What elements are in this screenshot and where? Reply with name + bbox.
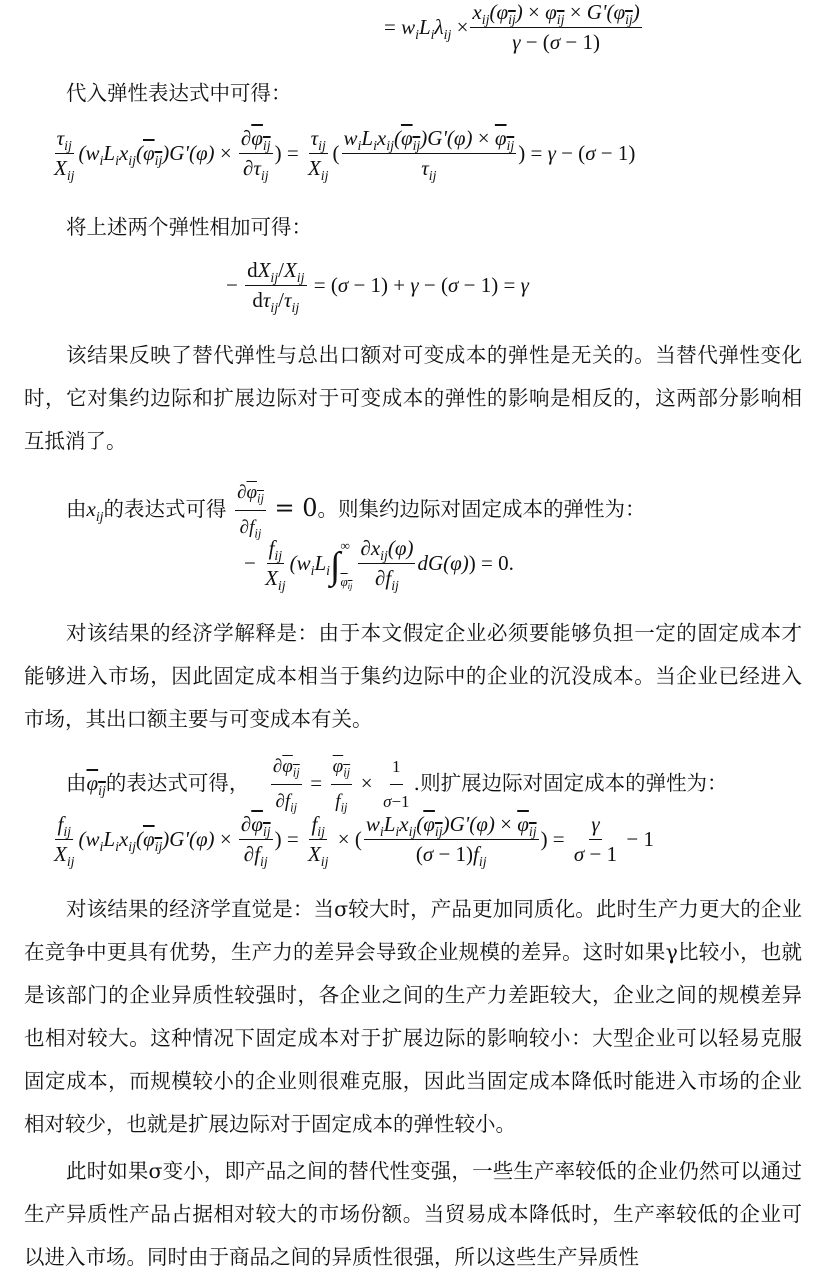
paragraph-8: 此时如果σ变小，即产品之间的替代性变强，一些生产率较低的企业仍然可以通过生产异质性产品占据相对较大的市场份额。当贸易成本降低时，生产率较低的企业可以进入市场。同时由于商品之间的异质性很强，所以这些生产异质性 bbox=[24, 1159, 802, 1269]
paragraph-3: 该结果反映了替代弹性与总出口额对可变成本的弹性是无关的。当替代弹性变化时，它对集约边际和扩展边际对于可变成本的弹性的影响是相反的，这两部分影响相互抵消了。 bbox=[24, 343, 802, 453]
equation-sum-elasticity: − $\frac{dX_{ij}/X_{ij}}{d\tau_{ij}/\tau_{ij}}$ = ( σ − 1) + γ − ( σ − 1) = γ bbox=[226, 258, 529, 315]
paragraph-6: 由$\varphi_{ij}$的表达式可得， $\frac{\partial\varphi_{ij}}{\partial f_{ij}}$ = $\frac{\varphi_{ij}}{f_{ij}}$ × $\frac{1}{\sigma-1}$ .则扩展边际对固定成本的弹性为： bbox=[66, 752, 728, 817]
p6-prefix: 由 bbox=[66, 771, 87, 795]
equation-variable-cost-elasticity: $\frac{\tau_{ij}}{X_{ij}}$ ($w_iL_ix_{ij}(\varphi_{ij})G'(\varphi)$ × $\frac{\partial\varphi_{ij}}{\partial\tau_{ij}}$ ) = $\frac{\tau_{ij}}{X_{ij}}$ ( $\frac{w_iL_ix_{ij}(\varphi_{ij})G'(\varphi) \times \varphi_{ij}}{\tau_{ij}}$ ) = γ − ( σ − 1) bbox=[54, 126, 636, 183]
p4-mid: 的表达式可得 bbox=[103, 497, 227, 521]
paragraph-5: 对该结果的经济学解释是：由于本文假定企业必须要能够负担一定的固定成本才能够进入市场，因此固定成本相当于集约边际中的企业的沉没成本。当企业已经进入市场，其出口额主要与可变成本有关。 bbox=[24, 621, 802, 731]
paragraph-2: 将上述两个弹性相加可得： bbox=[66, 215, 312, 239]
paragraph-1: 代入弹性表达式中可得： bbox=[66, 81, 292, 105]
paragraph-7: 对该结果的经济学直觉是：当σ较大时，产品更加同质化。此时生产力更大的企业在竞争中更具有优势，生产力的差异会导致企业规模的差异。这时如果γ比较小，也就是该部门的企业异质性较强时，各企业之间的生产力差距较大，企业之间的规模差异也相对较大。这种情况下固定成本对于扩展边际的影响较小：大型企业可以轻易克服固定成本，而规模较小的企业则很难克服，因此当固定成本降低时能进入市场的企业相对较少，也就是扩展边际对于固定成本的弹性较小。 bbox=[24, 897, 802, 1136]
p4-prefix: 由 bbox=[66, 497, 87, 521]
equation-top: = $w_iL_i\lambda_{ij}$ × $\frac{x_{ij}(\varphi_{ij}) \times \varphi_{ij} \times G'(\varphi_{ij})}{\gamma - (\sigma - 1)}$ bbox=[384, 0, 640, 54]
equation-extensive-fixed-cost: $\frac{f_{ij}}{X_{ij}}$ ($w_iL_ix_{ij}(\varphi_{ij})G'(\varphi)$ × $\frac{\partial\varphi_{ij}}{\partial f_{ij}}$ ) = $\frac{f_{ij}}{X_{ij}}$ × ( $\frac{w_iL_ix_{ij}(\varphi_{ij})G'(\varphi) \times \varphi_{ij}}{(\sigma - 1)f_{ij}}$ ) = $\frac{\gamma}{\sigma - 1}$ − 1 bbox=[54, 812, 654, 869]
p4-suffix: 。则集约边际对固定成本的弹性为： bbox=[317, 497, 646, 521]
p6-suffix: .则扩展边际对固定成本的弹性为： bbox=[413, 771, 728, 795]
paragraph-4: 由$x_{ij}$的表达式可得 $\frac{\partial\varphi_{ij}}{\partial f_{ij}}$ = 0。则集约边际对固定成本的弹性为： bbox=[66, 478, 645, 543]
p6-mid: 的表达式可得， bbox=[105, 771, 250, 795]
equation-intensive-fixed-cost: − $\frac{f_{ij}}{X_{ij}}$ ($w_iL_i$ ∫ ∞ $\varphi_{ij}$ $\frac{\partial x_{ij}(\varphi)}{\partial f_{ij}}$ dG(φ) ) = 0. bbox=[244, 536, 514, 593]
